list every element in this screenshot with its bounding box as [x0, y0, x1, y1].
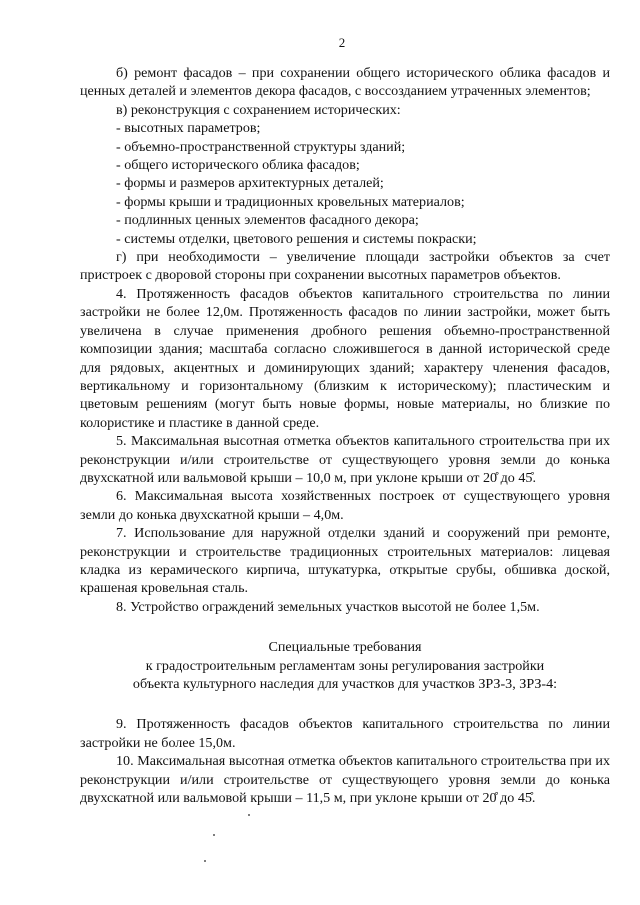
- list-item: - формы и размеров архитектурных деталей;: [116, 175, 384, 192]
- section-heading-title: Специальные требования: [268, 639, 422, 656]
- list-item: - высотных параметров;: [116, 120, 261, 137]
- paragraph-g: г) при необходимости – увеличение площади застройки объектов за счет пристроек с дворовой стороны при сохранении высотных параметров объектов.: [80, 249, 610, 284]
- item-8: 8. Устройство ограждений земельных участков высотой не более 1,5м.: [116, 598, 540, 615]
- item-5: 5. Максимальная высотная отметка объектов капитального строительства при их реконструкции и/или строительстве от существующего уровня земли до конька двухскатной или вальмовой крыши – 10,0 м, при уклоне крыши от 20̊ до 45̊.: [80, 433, 610, 486]
- scan-speck: [248, 814, 250, 816]
- list-item: - системы отделки, цветового решения и системы покраски;: [116, 230, 477, 247]
- scan-speck: [213, 834, 215, 836]
- paragraph-v: в) реконструкция с сохранением исторических:: [116, 101, 401, 118]
- list-item: - формы крыши и традиционных кровельных материалов;: [116, 193, 465, 210]
- item-10: 10. Максимальная высотная отметка объектов капитального строительства при их реконструкции и/или строительстве от существующего уровня земли до конька двухскатной или вальмовой крыши – 11,5 м, при уклоне крыши от 20̊ до 45̊.: [80, 753, 610, 807]
- list-item: - подлинных ценных элементов фасадного декора;: [116, 212, 419, 229]
- item-6: 6. Максимальная высота хозяйственных построек от существующего уровня земли до конька двухскатной крыши – 4,0м.: [80, 488, 610, 523]
- scan-speck: [204, 860, 206, 862]
- page-number: 2: [338, 35, 346, 50]
- list-item: - объемно-пространственной структуры зданий;: [116, 138, 406, 155]
- item-9: 9. Протяженность фасадов объектов капитального строительства по линии застройки не более 15,0м.: [80, 716, 610, 751]
- document-body: [80, 64, 610, 807]
- section-heading-subtitle-2: объекта культурного наследия для участков для участков ЗРЗ-3, ЗРЗ-4:: [132, 676, 558, 692]
- paragraph-b: б) ремонт фасадов – при сохранении общего исторического облика фасадов и ценных деталей и элементов декора фасадов, с воссозданием утраченных элементов;: [80, 65, 610, 100]
- item-4: 4. Протяженность фасадов объектов капитального строительства по линии застройки не более 12,0м. Протяженность фасадов по линии застройки, может быть увеличена в случае применения дробного решения объемно-пространственной композиции здания; масштаба согласно сложившегося в данной исторической среде для рядовых, акцентных и доминирующих зданий; характеру членения фасадов, вертикальному и горизонтальному (близким к историческому); пластическим и цветовым решениям (могут быть новые формы, новые материалы, но близкие по колористике и пластике в данной среде.: [80, 285, 610, 431]
- list-item: - общего исторического облика фасадов;: [116, 157, 360, 174]
- item-7: 7. Использование для наружной отделки зданий и сооружений при ремонте, реконструкции и строительстве традиционных строительных материалов: лицевая кладка из керамического кирпича, штукатурка, открытые срубы, обшивка доской, крашеная кровельная сталь.: [80, 525, 610, 597]
- section-heading-subtitle: к градостроительным регламентам зоны регулирования застройки: [145, 657, 545, 674]
